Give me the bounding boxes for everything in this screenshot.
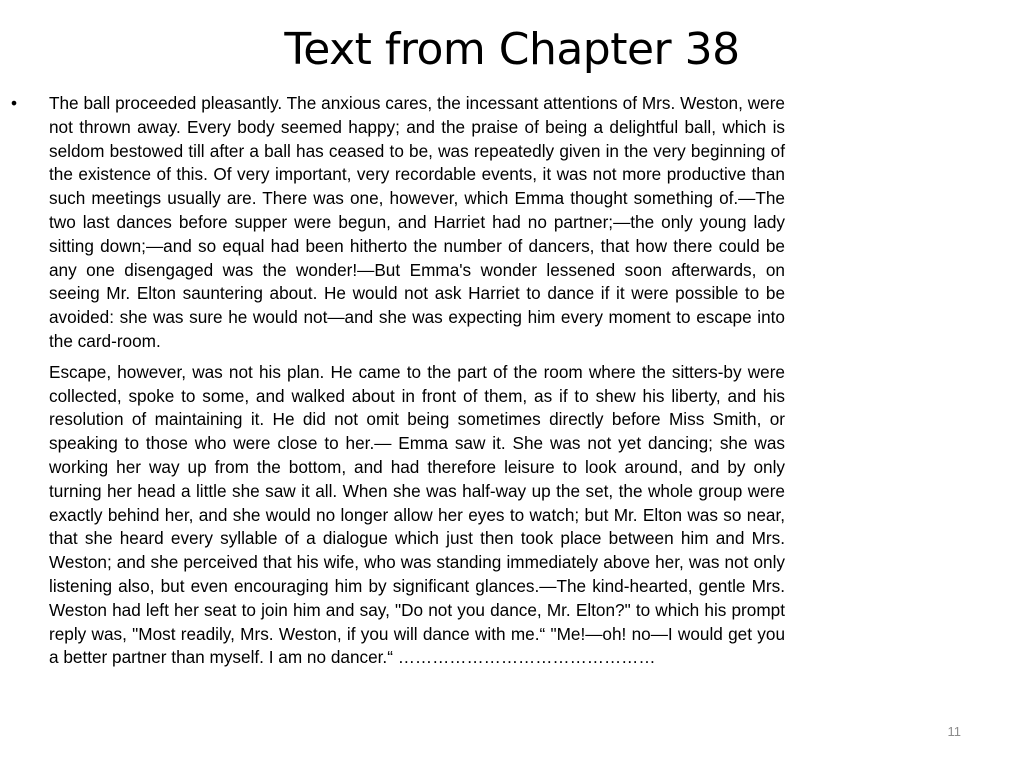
paragraph-2: Escape, however, was not his plan. He came to the part of the room where the sitters-by were collected, spoke to some, and walked about in front of them, as if to shew his liberty, and his resolution of maintaining it. He did not omit being sometimes directly before Miss Smith, or speaking to those who were close to her.— Emma saw it. She was not yet dancing; she was working her way up from the bottom, and had therefore leisure to look around, and by only turning her head a little she saw it all. When she was half-way up the set, the whole group were exactly behind her, and she would no longer allow her eyes to watch; but Mr. Elton was so near, that she heard every syllable of a dialogue which just then took place between him and Mrs. Weston; and she perceived that his wife, who was standing immediately above her, was not only listening also, but even encouraging him by significant glances.—The kind-hearted, gentle Mrs. Weston had left her seat to join him and say, "Do not you dance, Mr. Elton?" to which his prompt reply was, "Most readily, Mrs. Weston, if you will dance with me.“ "Me!—oh! no—I would get you a better partner than myself. I am no dancer.“ ……………………………………… (49, 361, 785, 668)
paragraph-1-text: The ball proceeded pleasantly. The anxious cares, the incessant attentions of Mrs. Weston, were not thrown away. Every body seemed happy; and the praise of being a delightful ball, which is seldom bestowed till after a ball has ceased to be, was repeatedly given in the very beginning of the existence of this. Of very important, very recordable events, it was not more productive than such meetings usually are. There was one, however, which Emma thought something of.—The two last dances before supper were begun, and Harriet had no partner;—the only young lady sitting down;—and so equal had been hitherto the number of dancers, that how there could be any one disengaged was the wonder!—But Emma's wonder lessened soon afterwards, on seeing Mr. Elton sauntering about. He would not ask Harriet to dance if it were possible to be avoided: she was sure he would not—and she was expecting him every moment to escape into the card-room. (49, 93, 785, 351)
paragraph-1 (11, 92, 785, 354)
slide-body (11, 92, 785, 670)
slide-title: Text from Chapter 38 (284, 24, 740, 75)
slide-number: 11 (947, 724, 961, 739)
bullet-icon: • (11, 93, 18, 113)
